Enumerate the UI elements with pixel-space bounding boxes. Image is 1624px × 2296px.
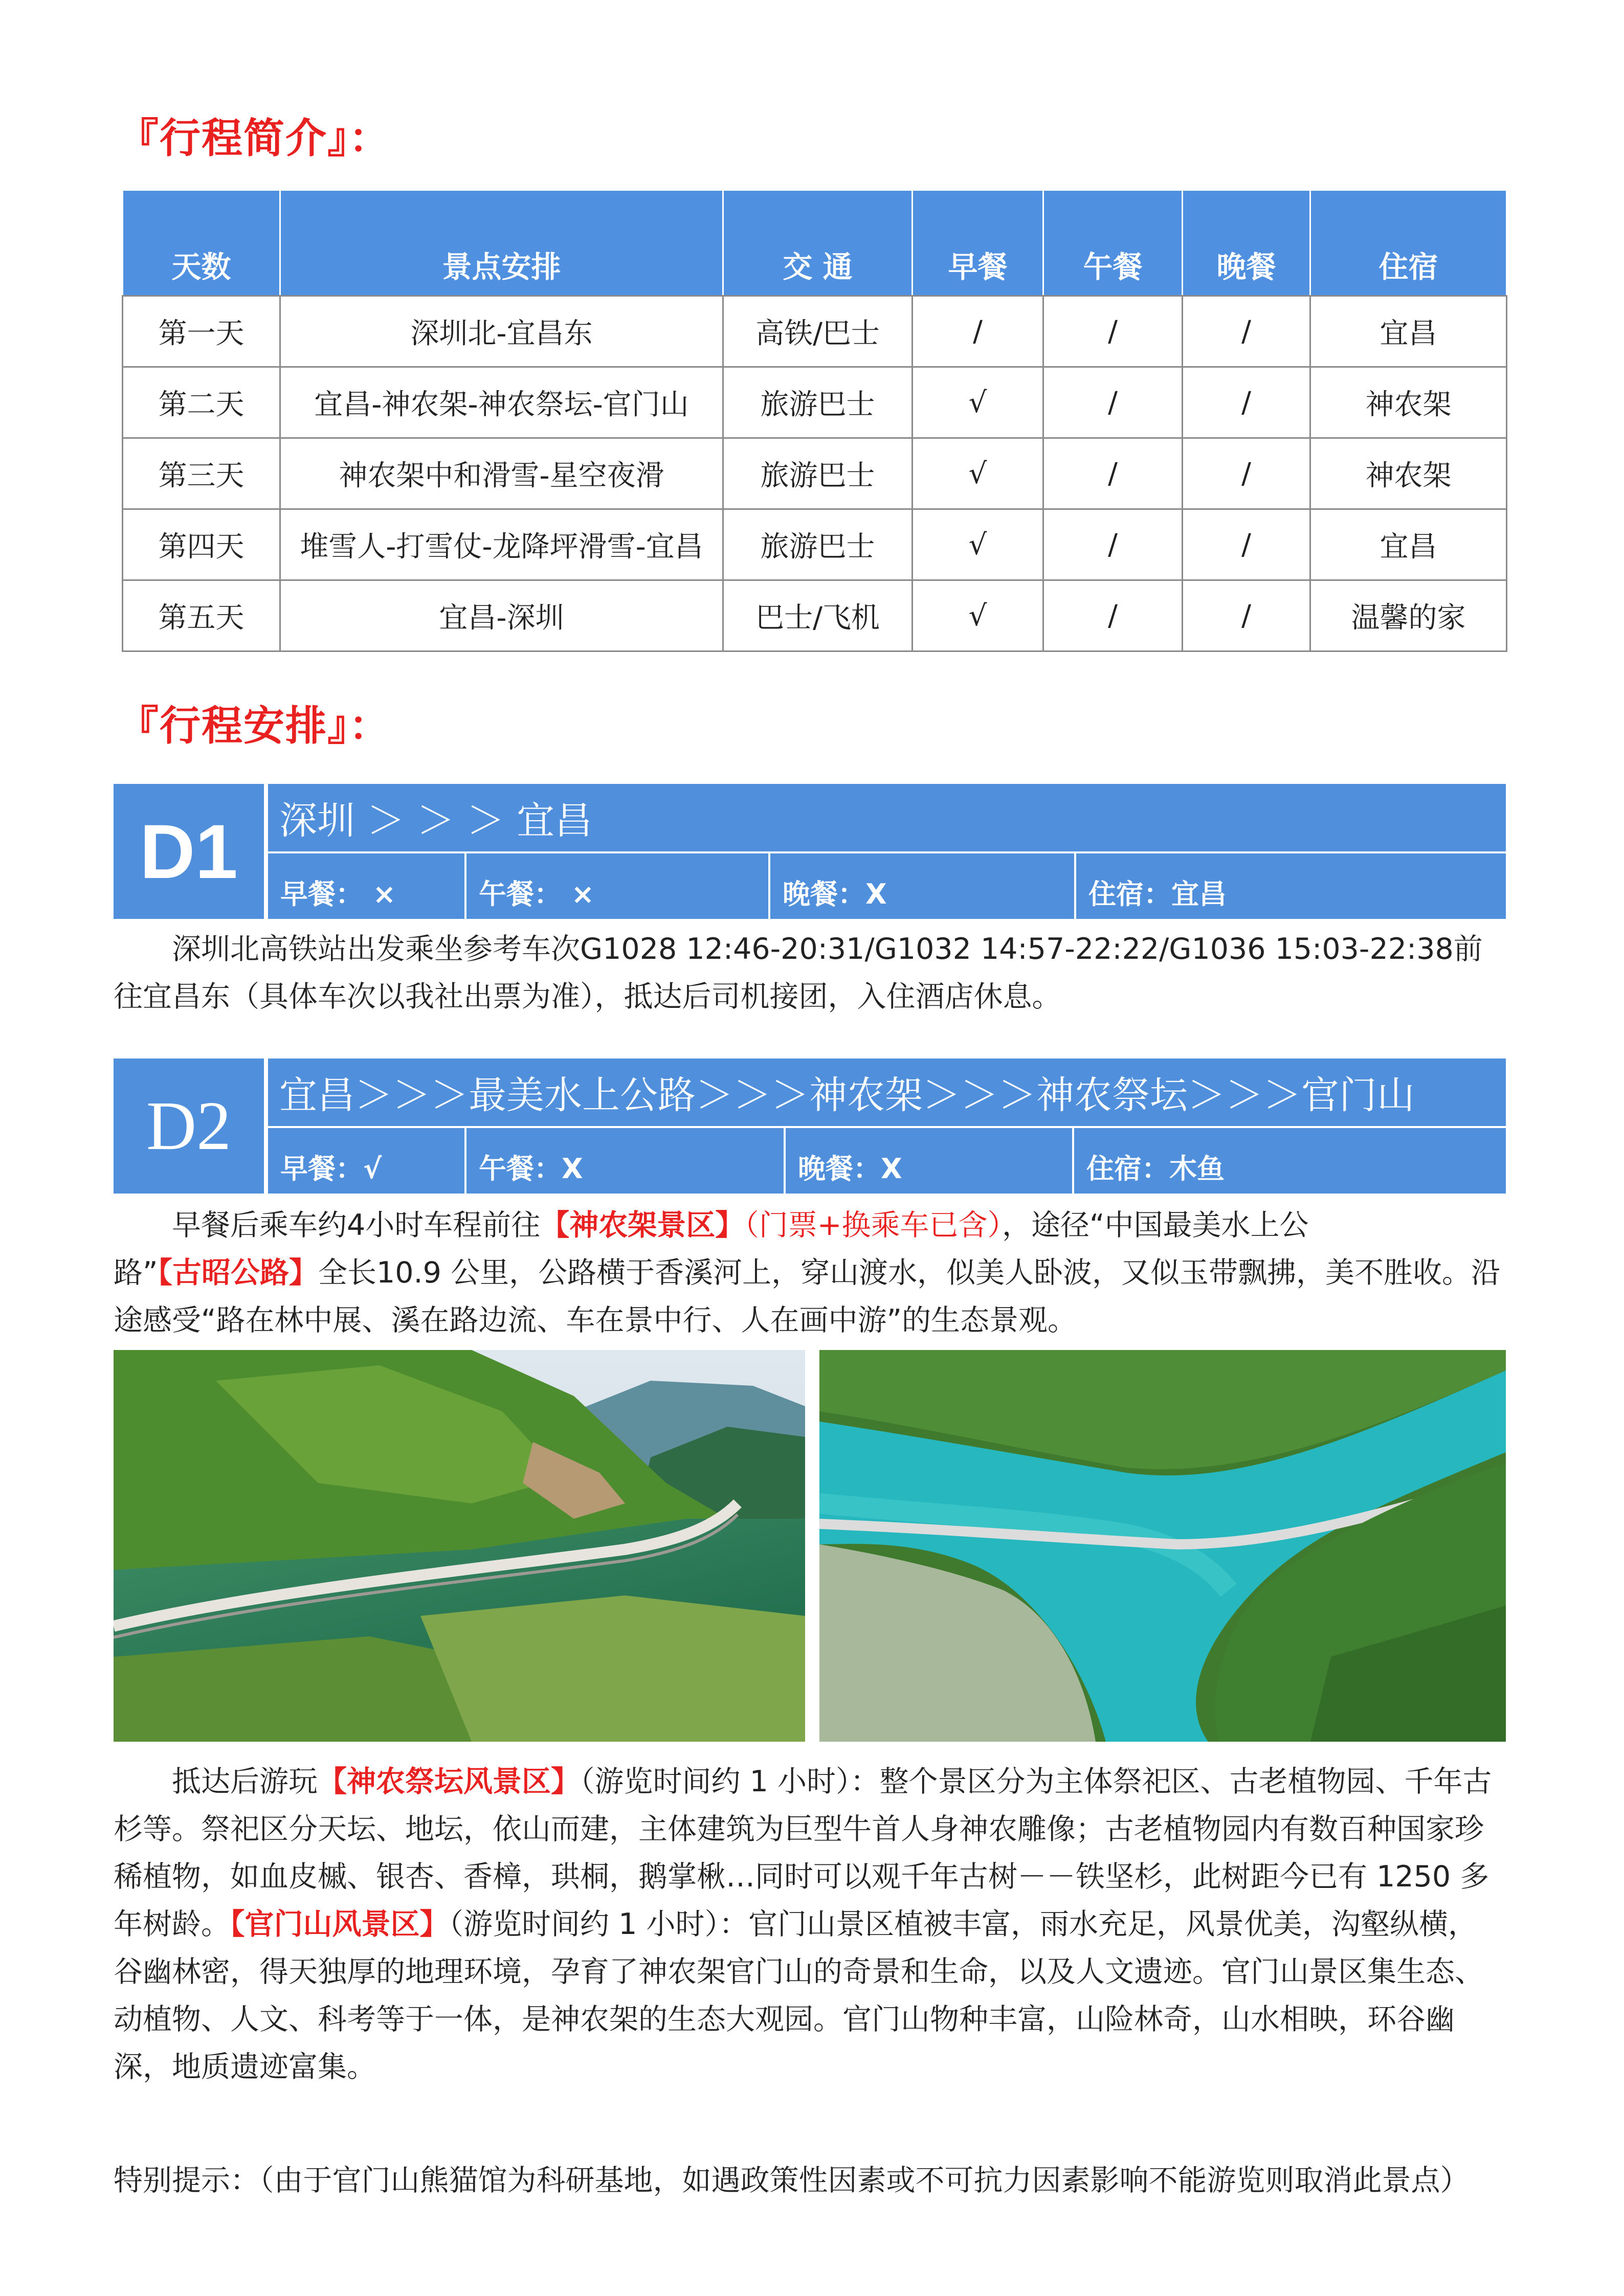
cell-spots: 堆雪人-打雪仗-龙降坪滑雪-宜昌 (280, 509, 723, 580)
overview-title: 『行程简介』： (118, 115, 391, 162)
day1-dinner: 晚餐：X (770, 853, 1074, 919)
cell-spots: 宜昌-神农架-神农祭坛-官门山 (280, 367, 723, 438)
day2-breakfast: 早餐：√ (268, 1128, 464, 1194)
cell-transport: 旅游巴士 (723, 509, 913, 580)
cell-spots: 神农架中和滑雪-星空夜滑 (280, 438, 723, 509)
header-lunch: 午餐 (1043, 190, 1183, 296)
cell-breakfast: √ (913, 367, 1043, 438)
cell-lodging: 宜昌 (1310, 509, 1507, 580)
day1-lunch: 午餐： × (466, 853, 768, 919)
cell-day: 第五天 (123, 580, 280, 651)
cell-spots: 深圳北-宜昌东 (280, 296, 723, 367)
day2-p2-highlight-altar: 【神农祭坛风景区】 (318, 1765, 580, 1798)
cell-spots: 宜昌-深圳 (280, 580, 723, 651)
cell-breakfast: √ (913, 509, 1043, 580)
day2-p1-ticket-note: （门票+换乘车已含） (744, 1208, 1003, 1242)
cell-day: 第三天 (123, 438, 280, 509)
cell-dinner: / (1183, 580, 1310, 651)
day2-p2-highlight-guanmenshan: 【官门山风景区】 (230, 1907, 449, 1941)
table-row (123, 509, 1507, 580)
valley-road-image (114, 1350, 805, 1742)
cell-dinner: / (1183, 367, 1310, 438)
table-row (123, 438, 1507, 509)
cell-lunch: / (1043, 296, 1183, 367)
day1-lodging: 住宿：宜昌 (1076, 853, 1506, 919)
day2-badge: D2 (114, 1059, 264, 1194)
cell-lunch: / (1043, 367, 1183, 438)
day2-lunch: 午餐：X (466, 1128, 784, 1194)
cell-lodging: 宜昌 (1310, 296, 1507, 367)
day2-route: 宜昌＞＞＞最美水上公路＞＞＞神农架＞＞＞神农祭坛＞＞＞官门山 (268, 1059, 1506, 1126)
day1-badge: D1 (114, 784, 264, 919)
photo-water-road-valley (114, 1350, 805, 1742)
special-note: 特别提示：（由于官门山熊猫馆为科研基地，如遇政策性因素或不可抗力因素影响不能游览则取消此景点） (114, 2164, 1470, 2197)
cell-dinner: / (1183, 509, 1310, 580)
day1-description: 深圳北高铁站出发乘坐参考车次G1028 12:46-20:31/G1032 14:57-22:22/G1036 15:03-22:38前往宜昌东（具体车次以我社出票为准），抵达后司机接团，入住酒店休息。 (114, 932, 1483, 1014)
day2-p2-text-a: 抵达后游玩 (172, 1765, 318, 1798)
day1-breakfast: 早餐： × (268, 853, 464, 919)
cell-transport: 旅游巴士 (723, 438, 913, 509)
day1-route: 深圳 ＞ ＞ ＞ 宜昌 (268, 784, 1506, 851)
day2-p1-highlight-shennongjia: 【神农架景区】 (540, 1208, 745, 1242)
day2-meals (268, 1128, 1506, 1194)
cell-transport: 巴士/飞机 (723, 580, 913, 651)
header-spots: 景点安排 (280, 190, 723, 296)
schedule-title: 『行程安排』： (118, 702, 391, 750)
day2-paragraph-1 (114, 1202, 1506, 1344)
header-days: 天数 (123, 190, 280, 296)
cell-breakfast: √ (913, 580, 1043, 651)
table-header-row (123, 190, 1507, 296)
cell-lodging: 神农架 (1310, 438, 1507, 509)
overview-table (122, 189, 1507, 652)
table-row (123, 580, 1507, 651)
cell-lodging: 神农架 (1310, 367, 1507, 438)
cell-lunch: / (1043, 580, 1183, 651)
day1-meals (268, 853, 1506, 919)
cell-day: 第四天 (123, 509, 280, 580)
day2-p1-text-a: 早餐后乘车约4小时车程前往 (172, 1208, 541, 1242)
day2-p1-text-d: ，途径“中国最美水上公路” (114, 1208, 1309, 1290)
day2-p1-text-f: 全长10.9 公里，公路横于香溪河上，穿山渡水，似美人卧波，又似玉带飘拂，美不胜收。沿途感受“路在林中展、溪在路边流、车在景中行、人在画中游”的生态景观。 (114, 1256, 1501, 1337)
table-row (123, 296, 1507, 367)
table-row (123, 367, 1507, 438)
header-breakfast: 早餐 (913, 190, 1043, 296)
day2-p2-text-e: （游览时间约 1 小时）：官门山景区植被丰富，雨水充足，风景优美，沟壑纵横，谷幽林密，得天独厚的地理环境，孕育了神农架官门山的奇景和生命，以及人文遗迹。官门山景区集生态、动植物、人文、科考等于一体，是神农架的生态大观园。官门山物种丰富，山险林奇，山水相映，环谷幽深，地质遗迹富集。 (114, 1907, 1484, 2084)
cell-lunch: / (1043, 438, 1183, 509)
day1-header (114, 784, 1506, 919)
cell-transport: 高铁/巴士 (723, 296, 913, 367)
header-lodging: 住宿 (1310, 190, 1507, 296)
day2-paragraph-2 (114, 1758, 1506, 2091)
day2-p2-text-c: （游览时间约 1 小时）：整个景区分为主体祭祀区、古老植物园、千年古杉等。祭祀区分天坛、地坛，依山而建，主体建筑为巨型牛首人身神农雕像；古老植物园内有数百种国家珍稀植物，如血皮槭、银杏、香樟，珙桐，鹅掌楸…同时可以观千年古树－－铁坚杉，此树距今已有 1250 多年树龄。 (114, 1765, 1492, 1941)
photo-water-road-aerial (819, 1350, 1506, 1742)
cell-lunch: / (1043, 509, 1183, 580)
day2-lodging: 住宿：木鱼 (1074, 1128, 1506, 1194)
cell-dinner: / (1183, 438, 1310, 509)
cell-lodging: 温馨的家 (1310, 580, 1507, 651)
day2-dinner: 晚餐：X (786, 1128, 1072, 1194)
header-transport: 交 通 (723, 190, 913, 296)
cell-transport: 旅游巴士 (723, 367, 913, 438)
day2-header (114, 1059, 1506, 1194)
cell-breakfast: √ (913, 438, 1043, 509)
cell-day: 第一天 (123, 296, 280, 367)
cell-day: 第二天 (123, 367, 280, 438)
aerial-road-image (819, 1350, 1506, 1742)
cell-breakfast: / (913, 296, 1043, 367)
header-dinner: 晚餐 (1183, 190, 1310, 296)
day2-p1-highlight-road: 【古昭公路】 (158, 1256, 319, 1290)
cell-dinner: / (1183, 296, 1310, 367)
